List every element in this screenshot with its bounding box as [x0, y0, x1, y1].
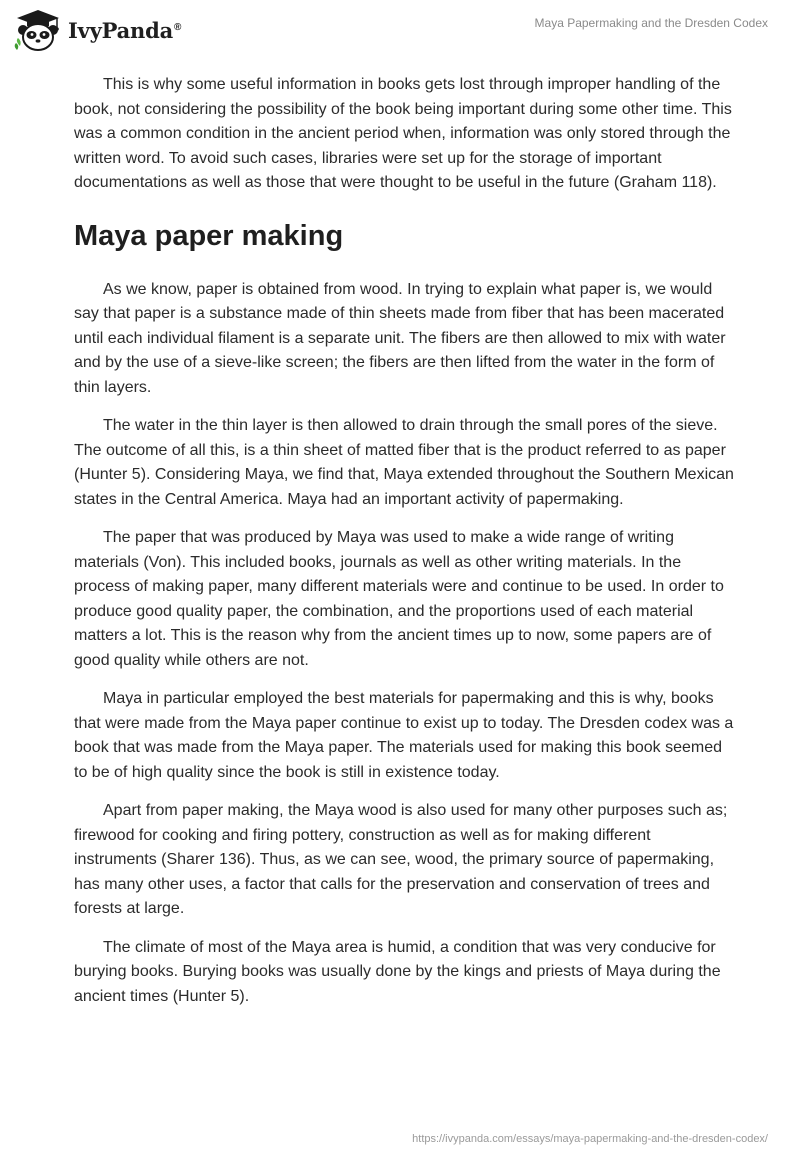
page-header: [0, 0, 800, 60]
ivypanda-logo[interactable]: [14, 8, 181, 52]
paragraph: The paper that was produced by Maya was used to make a wide range of writing materials (Von). This included books, journals as well as other writing materials. In the process of making paper, many different materials were and continue to be used. In order to produce good quality paper, the combination, and the proportions used of each material matters a lot. This is the reason why from the ancient times up to now, some papers are of good quality while others are not.: [74, 529, 724, 669]
section-heading: Maya paper making: [74, 219, 344, 252]
panda-graduate-icon: [14, 8, 62, 52]
paragraph-intro: This is why some useful information in books gets lost through improper handling of the book, not considering the possibility of the book being important during some other time. This was a common condition in the ancient period when, information was only stored through the written word. To avoid such cases, libraries were set up for the storage of important documentations as well as those that were thought to be useful in the future (Graham 118).: [74, 76, 732, 191]
article-body: [74, 73, 734, 1023]
paragraph: Apart from paper making, the Maya wood is also used for many other purposes such as; firewood for cooking and firing pottery, construction as well as for making different instruments (Sharer 136). Thus, as we can see, wood, the primary source of papermaking, has many other uses, a factor that calls for the preservation and conservation of trees and forests at large.: [74, 802, 728, 917]
paragraph: The water in the thin layer is then allowed to drain through the small pores of the sieve. The outcome of all this, is a thin sheet of matted fiber that is the product referred to as paper (Hunter 5). Considering Maya, we find that, Maya extended throughout the Southern Mexican states in the Central America. Maya had an important activity of papermaking.: [74, 417, 734, 508]
paragraph: Maya in particular employed the best materials for papermaking and this is why, books that were made from the Maya paper continue to exist up to today. The Dresden codex was a book that was made from the Maya paper. The materials used for making this book seemed to be of high quality since the book is still in existence today.: [74, 690, 734, 781]
paragraph: As we know, paper is obtained from wood. In trying to explain what paper is, we would say that paper is a substance made of thin sheets made from fiber that has been macerated until each individual filament is a separate unit. The fibers are then allowed to mix with water and by the use of a sieve-like screen; the fibers are then lifted from the water in the form of thin layers.: [74, 280, 726, 396]
paragraph: The climate of most of the Maya area is humid, a condition that was very conducive for burying books. Burying books was usually done by the kings and priests of Maya during the ancient times (Hunter 5).: [74, 938, 721, 1005]
logo-text: IvyPanda®: [68, 17, 182, 43]
source-url[interactable]: https://ivypanda.com/essays/maya-papermaking-and-the-dresden-codex/: [412, 1133, 768, 1145]
document-title: Maya Papermaking and the Dresden Codex: [534, 16, 768, 30]
